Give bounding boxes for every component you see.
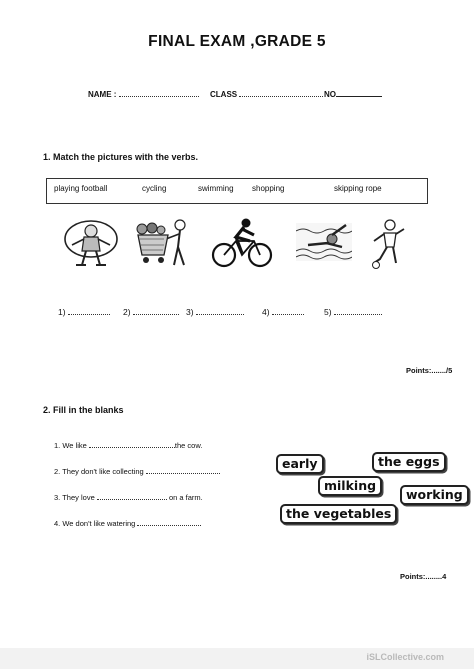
sentence-4-number: 4. bbox=[54, 519, 61, 528]
section2-heading: 2. Fill in the blanks bbox=[43, 405, 124, 415]
word-bank-milking: milking bbox=[318, 476, 382, 496]
shopping-cart-picture bbox=[130, 217, 194, 269]
name-label: NAME : bbox=[88, 90, 117, 99]
blank-line bbox=[68, 307, 110, 315]
word-shopping: shopping bbox=[252, 184, 285, 193]
name-field bbox=[88, 89, 199, 99]
swimmer-picture bbox=[296, 217, 352, 267]
blank-line bbox=[89, 440, 175, 448]
number-label: NO bbox=[324, 90, 336, 99]
name-blank bbox=[119, 89, 199, 97]
sentence-3 bbox=[54, 492, 203, 502]
blank-line bbox=[334, 307, 382, 315]
number-blank bbox=[336, 89, 382, 97]
word-bank-early: early bbox=[276, 454, 324, 474]
answer-blank-3 bbox=[186, 307, 244, 317]
football-player-picture bbox=[368, 217, 408, 269]
sentence-1 bbox=[54, 440, 202, 450]
word-cycling: cycling bbox=[142, 184, 167, 193]
blank-line bbox=[97, 492, 167, 500]
answer-number-1: 1) bbox=[58, 307, 66, 317]
sentence-1-before: We like bbox=[62, 441, 87, 450]
number-field bbox=[324, 89, 382, 99]
sentence-3-before: They love bbox=[62, 493, 95, 502]
word-playing-football: playing football bbox=[54, 184, 108, 193]
sentence-2-number: 2. bbox=[54, 467, 61, 476]
sentence-2 bbox=[54, 466, 220, 476]
watermark-bar bbox=[0, 648, 474, 669]
skipping-rope-picture bbox=[60, 217, 122, 271]
sentence-3-number: 3. bbox=[54, 493, 61, 502]
blank-line bbox=[196, 307, 244, 315]
blank-line bbox=[272, 307, 304, 315]
word-bank-the-vegetables: the vegetables bbox=[280, 504, 397, 524]
sentence-4-before: We don't like watering bbox=[62, 519, 136, 528]
sentence-1-after: the cow. bbox=[174, 441, 203, 450]
answer-number-2: 2) bbox=[123, 307, 131, 317]
sentence-4 bbox=[54, 518, 201, 528]
word-bank-working: working bbox=[400, 485, 469, 505]
class-field bbox=[210, 89, 323, 99]
class-blank bbox=[239, 89, 323, 97]
answer-blank-4 bbox=[262, 307, 304, 317]
section1-heading: 1. Match the pictures with the verbs. bbox=[43, 152, 199, 162]
blank-line bbox=[137, 518, 201, 526]
word-skipping-rope: skipping rope bbox=[334, 184, 382, 193]
page-title: FINAL EXAM ,GRADE 5 bbox=[148, 33, 326, 50]
word-swimming: swimming bbox=[198, 184, 234, 193]
sentence-1-number: 1. bbox=[54, 441, 61, 450]
cyclist-picture bbox=[210, 217, 274, 269]
section2-points: Points:........4 bbox=[400, 572, 447, 581]
section1-points: Points:......./5 bbox=[406, 366, 453, 375]
answer-blank-5 bbox=[324, 307, 382, 317]
sentence-3-after: on a farm. bbox=[168, 493, 203, 502]
word-bank-the-eggs: the eggs bbox=[372, 452, 446, 472]
blank-line bbox=[133, 307, 179, 315]
answer-blank-1 bbox=[58, 307, 110, 317]
answer-number-5: 5) bbox=[324, 307, 332, 317]
answer-number-4: 4) bbox=[262, 307, 270, 317]
answer-number-3: 3) bbox=[186, 307, 194, 317]
blank-line bbox=[146, 466, 220, 474]
watermark: iSLCollective.com bbox=[366, 652, 444, 662]
answer-blank-2 bbox=[123, 307, 179, 317]
class-label: CLASS bbox=[210, 90, 238, 99]
sentence-2-before: They don't like collecting bbox=[62, 467, 144, 476]
